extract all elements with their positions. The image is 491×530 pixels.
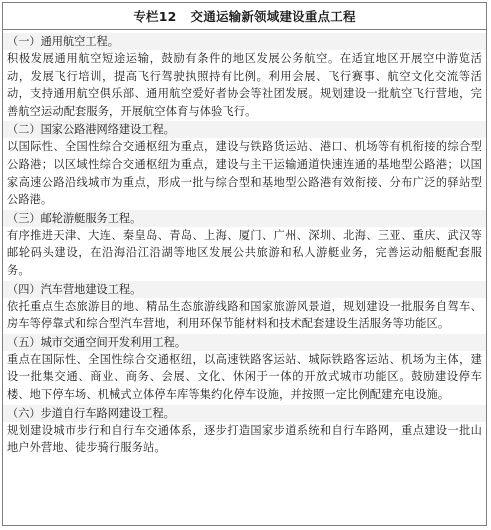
section-heading: （二）国家公路港网络建设工程。: [3, 121, 486, 138]
section-auto-camp: [7, 281, 482, 333]
section-heading: （五）城市交通空间开发利用工程。: [3, 334, 486, 351]
section-body: 规划建设城市步行和自行车交通体系，逐步打造国家步道系统和自行车路网，重点建设一批山地户外营地、徒步骑行服务站。: [7, 423, 482, 455]
section-cruise-yacht-service: [7, 210, 482, 280]
section-body: 积极发展通用航空短途运输，鼓励有条件的地区发展公务航空。在适宜地区开展空中游览活动，发展飞行培训，提高飞行驾驶执照持有比例。利用会展、飞行赛事、航空文化交流等活动，支持通用航空俱乐部、通用航空爱好者协会等社团发展。规划建设一批航空飞行营地，完善航空运动配套服务，开展航空体育与体验飞行。: [7, 52, 482, 118]
section-body: 以国际性、全国性综合交通枢纽为重点，建设与铁路货运站、港口、机场等有机衔接的综合型公路港；以区域性综合交通枢纽为重点，建设与主干运输通道快速连通的基地型公路港；以国家高速公路沿线城市为重点，形成一批与综合型和基地型公路港有效衔接、分布广泛的驿站型公路港。: [7, 140, 482, 207]
section-body: 有序推进天津、大连、秦皇岛、青岛、上海、厦门、广州、深圳、北海、三亚、重庆、武汉等邮轮码头建设，在沿海沿江沿湖等地区发展公共旅游和私人游艇业务，完善运动船艇配套服务。: [7, 228, 482, 277]
column-title: 交通运输新领域建设重点工程: [190, 9, 356, 24]
section-heading: （三）邮轮游艇服务工程。: [3, 210, 486, 227]
section-body: 重点在国际性、全国性综合交通枢纽，以高速铁路客运站、城际铁路客运站、机场为主体，建设一批集交通、商业、商务、会展、文化、休闲于一体的开放式城市功能区。鼓励建设停车楼、地下停车场、机械式立体停车库等集约化停车设施，并按照一定比例配建充电设施。: [7, 352, 482, 401]
section-urban-transport-space: [7, 334, 482, 404]
section-heading: （一）通用航空工程。: [3, 33, 486, 50]
column-number: 专栏12: [133, 9, 177, 24]
section-heading: （六）步道自行车路网建设工程。: [3, 405, 486, 422]
feature-column-box: [2, 2, 487, 526]
section-highway-port-network: [7, 121, 482, 208]
column-title-bar: [3, 3, 486, 30]
section-trail-bike-network: [7, 405, 482, 457]
section-heading: （四）汽车营地建设工程。: [3, 281, 486, 298]
section-body: 依托重点生态旅游目的地、精品生态旅游线路和国家旅游风景道，规划建设一批服务自驾车、房车等停靠式和综合型汽车营地，利用环保节能材料和技术配套建设生活服务等功能区。: [7, 299, 482, 331]
column-content: [3, 30, 486, 457]
section-general-aviation: [7, 33, 482, 120]
